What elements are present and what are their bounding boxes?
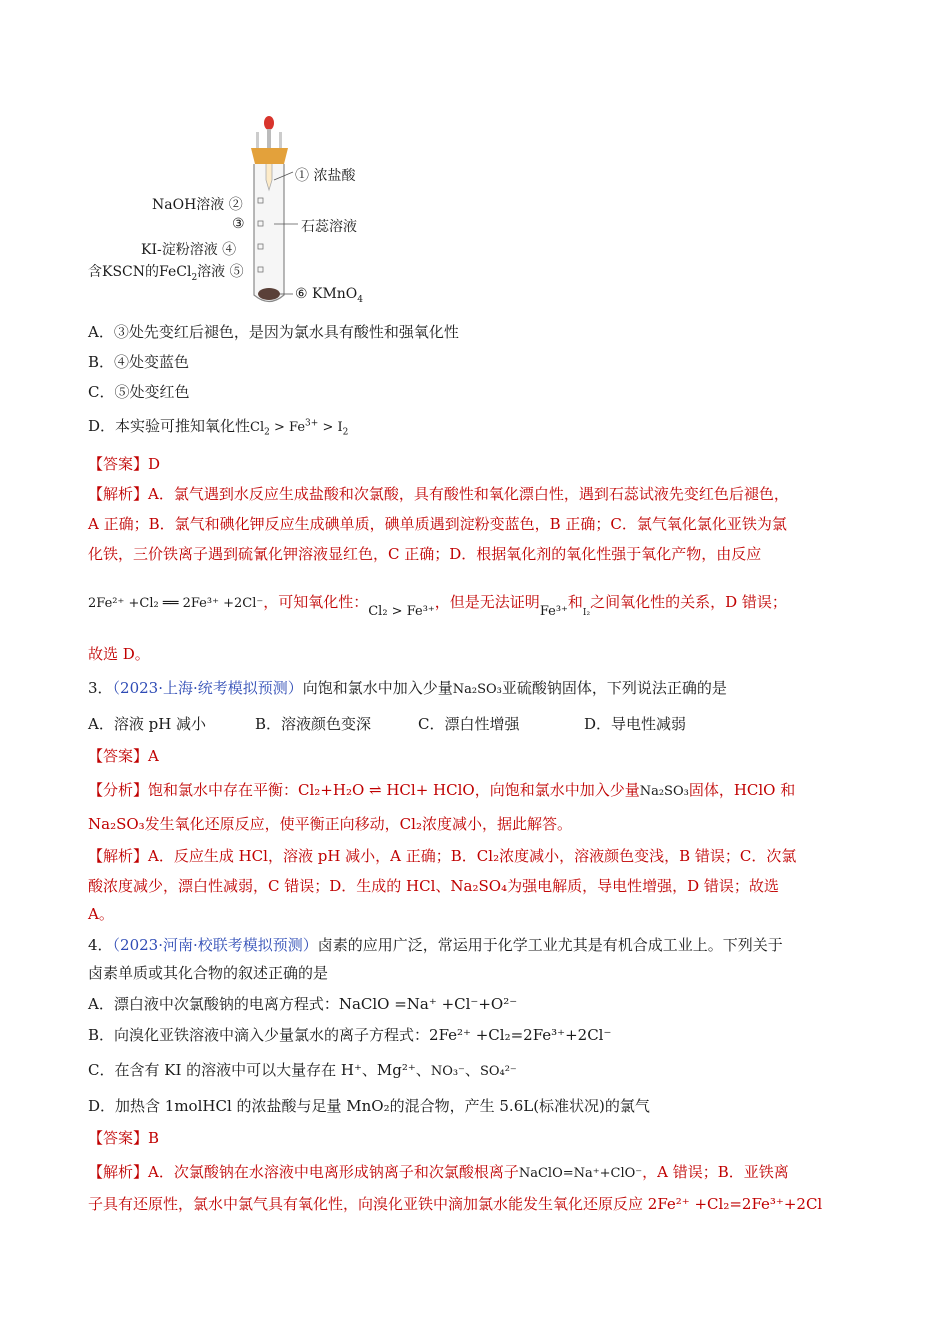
q3-options: A．溶液 pH 减小 B．溶液颜色变深 C．漂白性增强 D．导电性减弱 (88, 715, 687, 733)
q2-analysis-line5: 故选 D。 (88, 645, 150, 663)
label-conc-hcl: ① 浓盐酸 (295, 168, 356, 184)
q3-answer: 【答案】A (88, 747, 159, 765)
q4-option-d: D．加热含 1molHCl 的浓盐酸与足量 MnO₂的混合物，产生 5.6L(标准状况)的氯气 (88, 1097, 650, 1115)
q2-option-c: C．⑤处变红色 (88, 383, 190, 401)
label-kmno4: ⑥ KMnO$_4$ (295, 286, 364, 305)
q4-option-a: A．漂白液中次氯酸钠的电离方程式：NaClO =Na⁺ +Cl⁻+O²⁻ (88, 995, 518, 1013)
q2-analysis-line4: 2Fe²⁺ +Cl₂ ══ 2Fe³⁺ +2Cl⁻，可知氧化性：Cl₂ > Fe³⁺，但是无法证明Fe³⁺和$_{I_2}$之间氧化性的关系，D 错误； (88, 593, 787, 619)
q4-stem-line2: 卤素单质或其化合物的叙述正确的是 (88, 964, 329, 982)
label-3-num: ③ (232, 216, 245, 232)
dropper-bulb (264, 116, 274, 130)
dropper-stem (267, 129, 271, 151)
q3-fenxi-line1: 【分析】饱和氯水中存在平衡：Cl₂+H₂O ⇌ HCl+ HClO，向饱和氯水中加入少量Na₂SO₃固体，HClO 和 (88, 781, 796, 799)
q3-jiexi-line3: A。 (88, 905, 114, 923)
label-litmus: 石蕊溶液 (301, 219, 357, 235)
kmno4-solid (258, 288, 280, 300)
q3-fenxi-line2: Na₂SO₃发生氧化还原反应，使平衡正向移动，Cl₂浓度减小，据此解答。 (88, 815, 572, 833)
q4-stem-line1: 4．（2023·河南·校联考模拟预测）卤素的应用广泛，常运用于化学工业尤其是有机合成工业上。下列关于 (88, 936, 783, 954)
rubber-stopper (251, 148, 288, 164)
q2-analysis-line1: 【解析】A．氯气遇到水反应生成盐酸和次氯酸，具有酸性和氧化漂白性，遇到石蕊试液先变红色后褪色， (88, 485, 789, 503)
q4-jiexi-line1: 【解析】A．次氯酸钠在水溶液中电离形成钠离子和次氯酸根离子NaClO=Na⁺+ClO⁻，A 错误；B．亚铁离 (88, 1163, 789, 1181)
q2-analysis-line3: 化铁，三价铁离子遇到硫氰化钾溶液显红色，C 正确；D．根据氧化剂的氧化性强于氧化产物，由反应 (88, 545, 762, 563)
q2-option-a: A．③处先变红后褪色，是因为氯水具有酸性和强氧化性 (88, 323, 459, 341)
q4-option-b: B．向溴化亚铁溶液中滴入少量氯水的离子方程式：2Fe²⁺ +Cl₂=2Fe³⁺+2Cl⁻ (88, 1026, 612, 1044)
q4-option-c: C．在含有 KI 的溶液中可以大量存在 H⁺、Mg²⁺、NO₃⁻、SO₄²⁻ (88, 1061, 517, 1079)
test-tube-figure (88, 110, 388, 310)
q2-option-d: D．本实验可推知氧化性$Cl_2 > Fe^{3+} > I_2$ (88, 417, 349, 438)
label-ki-starch: KI-淀粉溶液 ④ (141, 242, 237, 258)
q3-stem: 3．（2023·上海·统考模拟预测）向饱和氯水中加入少量Na₂SO₃亚硫酸钠固体，下列说法正确的是 (88, 679, 727, 697)
q2-option-b: B．④处变蓝色 (88, 353, 190, 371)
q4-answer: 【答案】B (88, 1129, 160, 1147)
q2-analysis-line2: A 正确；B．氯气和碘化钾反应生成碘单质，碘单质遇到淀粉变蓝色，B 正确；C．氯气氧化氯化亚铁为氯 (88, 515, 787, 533)
q4-jiexi-line2: 子具有还原性，氯水中氯气具有氧化性，向溴化亚铁中滴加氯水能发生氧化还原反应 2Fe²⁺ +Cl₂=2Fe³⁺+2Cl (88, 1195, 823, 1213)
q3-jiexi-line1: 【解析】A．反应生成 HCl，溶液 pH 减小，A 正确；B．Cl₂浓度减小，溶液颜色变浅，B 错误；C．次氯 (88, 847, 797, 865)
label-fecl2: 含KSCN的FeCl$_2$溶液 ⑤ (88, 264, 244, 283)
label-naoh: NaOH溶液 ② (152, 197, 243, 213)
q2-answer: 【答案】D (88, 455, 161, 473)
q3-jiexi-line2: 酸浓度减少，漂白性减弱，C 错误；D．生成的 HCl、Na₂SO₄为强电解质，导电性增强，D 错误；故选 (88, 877, 779, 895)
